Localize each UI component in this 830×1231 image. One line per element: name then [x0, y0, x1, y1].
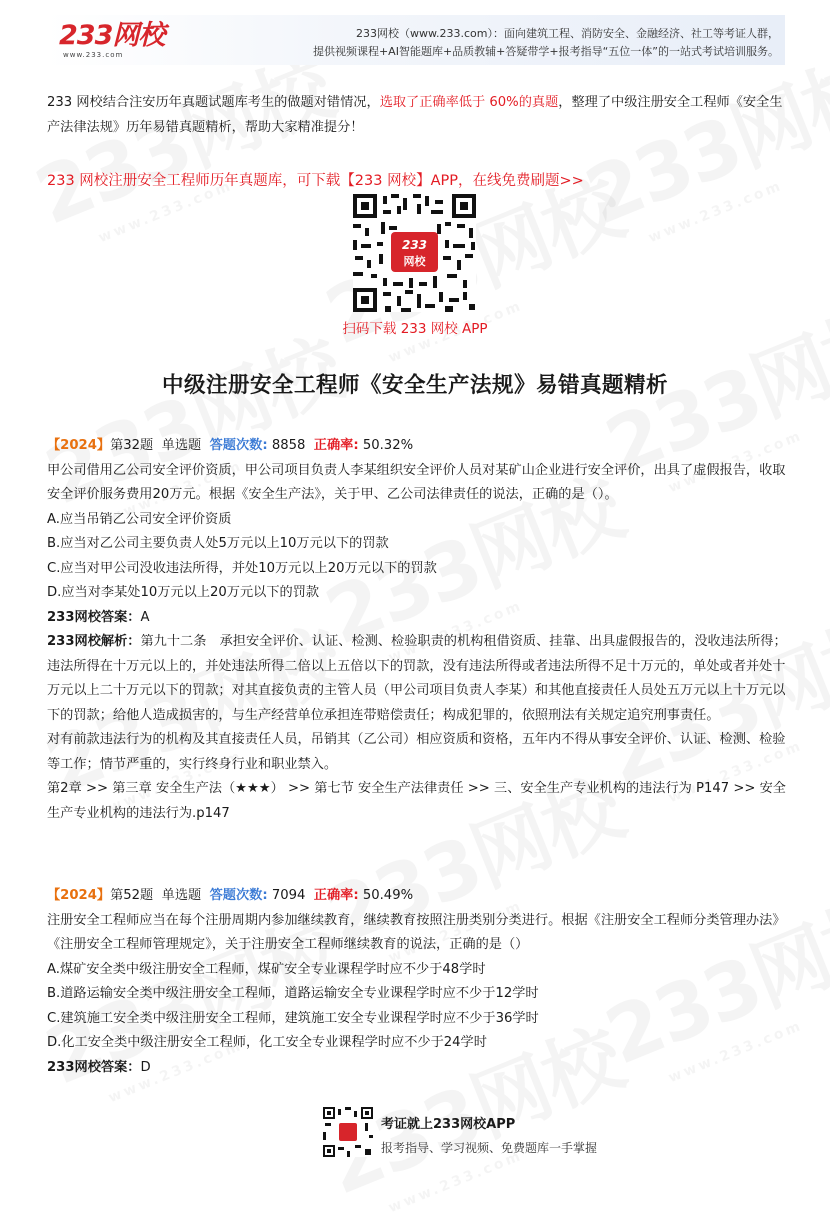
- option-b: B.道路运输安全类中级注册安全工程师，道路运输安全专业课程学时应不少于12学时: [47, 986, 539, 1001]
- svg-text:233: 233: [401, 238, 428, 252]
- footer-qr-code-image: [323, 1107, 373, 1157]
- question-meta: 【2024】第52题 单选题 答题次数: 7094 正确率: 50.49%: [47, 888, 414, 903]
- question-stem: 注册安全工程师应当在每个注册周期内参加继续教育，继续教育按照注册类别分类进行。根据《注册安全工程师分类管理办法》《注册安全工程师管理规定》，关于注册安全工程师继续教育的说法，正确的是（）: [47, 912, 786, 952]
- option-d: D.化工安全类中级注册安全工程师，化工安全专业课程学时应不少于24学时: [47, 1035, 487, 1050]
- svg-text:网校: 网校: [403, 255, 426, 268]
- footer-title: 考证就上233网校APP: [381, 1117, 516, 1132]
- intro-paragraph: 233 网校结合注安历年真题试题库考生的做题对错情况，选取了正确率低于 60%的真题，整理了中级注册安全工程师《安全生产法律法规》历年易错真题精析，帮助大家精准提分！: [47, 95, 783, 135]
- qr-code-image: [353, 194, 476, 312]
- promo-link[interactable]: 233 网校注册安全工程师历年真题库，可下载【233 网校】APP，在线免费刷题>>: [47, 173, 584, 189]
- header-line-1: 233网校（www.233.com）：面向建筑工程、消防安全、金融经济、社工等考证人群，: [356, 27, 779, 40]
- analysis-paragraph: 233网校解析：第九十二条 承担安全评价、认证、检测、检验职责的机构租借资质、挂靠、出具虚假报告的，没收违法所得；违法所得在十万元以上的，并处违法所得二倍以上五倍以下的罚款，没有违法所得或者违法所得不足十万元的，单处或者并处十万元以上二十万元以下的罚款；对其直接负责的主管人员（甲公司项目负责人李某）和其他直接责任人员处五万元以上十万元以下的罚款；给他人造成损害的，与生产经营单位承担连带赔偿责任；构成犯罪的，依照刑法有关规定追究刑事责任。: [47, 634, 787, 723]
- header-description: [313, 25, 779, 61]
- option-c: C.建筑施工安全类中级注册安全工程师，建筑施工安全专业课程学时应不少于36学时: [47, 1010, 539, 1026]
- analysis-paragraph-2: 对有前款违法行为的机构及其直接责任人员，吊销其（乙公司）相应资质和资格，五年内不得从事安全评价、认证、检测、检验等工作；情节严重的，实行终身行业和职业禁入。: [47, 732, 786, 772]
- knowledge-path: 第2章 >> 第三章 安全生产法（★★★） >> 第七节 安全生产法律责任 >> 三、安全生产专业机构的违法行为 P147 >> 安全生产专业机构的违法行为.p147: [47, 781, 786, 821]
- answer-line: 233网校答案：A: [47, 609, 150, 625]
- option-a: A.应当吊销乙公司安全评价资质: [47, 511, 232, 527]
- header-line-2: 提供视频课程+AI智能题库+品质教辅+答疑带学+报考指导“五位一体”的一站式考试培训服务。: [312, 45, 779, 58]
- option-c: C.应当对甲公司没收违法所得，并处10万元以上20万元以下的罚款: [47, 560, 437, 576]
- question-block-2: [47, 884, 789, 1080]
- page-header: [45, 15, 785, 65]
- option-b: B.应当对乙公司主要负责人处5万元以上10万元以下的罚款: [47, 536, 389, 551]
- page-footer: [323, 1107, 643, 1162]
- question-meta: 【2024】第32题 单选题 答题次数: 8858 正确率: 50.32%: [47, 438, 414, 453]
- qr-caption: 扫码下载 233 网校 APP: [342, 321, 488, 337]
- brand-logo[interactable]: 233网校 www.233.com: [59, 20, 165, 59]
- page-title: 中级注册安全工程师《安全生产法规》易错真题精析: [161, 373, 668, 398]
- intro-highlight: 选取了正确率低于 60%的真题: [379, 95, 559, 110]
- option-d: D.应当对李某处10万元以上20万元以下的罚款: [47, 585, 320, 600]
- answer-line: 233网校答案：D: [47, 1059, 151, 1075]
- footer-subtitle: 报考指导、学习视频、免费题库一手掌握: [381, 1141, 598, 1155]
- question-stem: 甲公司借用乙公司安全评价资质，甲公司项目负责人李某组织安全评价人员对某矿山企业进行安全评价，出具了虚假报告，收取安全评价服务费用20万元。根据《安全生产法》，关于甲、乙公司法律责任的说法，正确的是（）。: [47, 462, 786, 502]
- question-block-1: [47, 434, 789, 826]
- logo-url: www.233.com: [63, 51, 124, 59]
- option-a: A.煤矿安全类中级注册安全工程师，煤矿安全专业课程学时应不少于48学时: [47, 961, 486, 977]
